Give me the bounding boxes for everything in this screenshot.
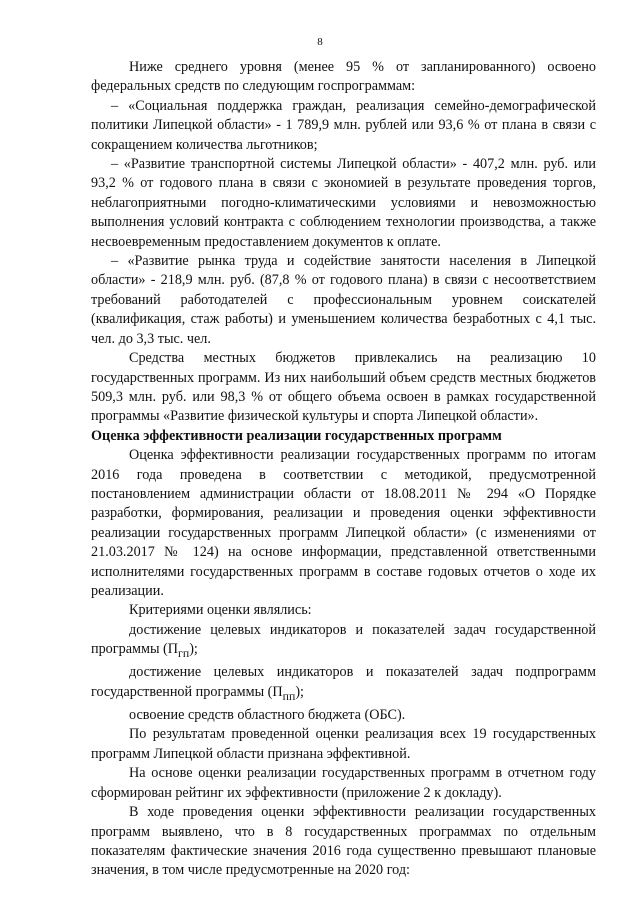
criteria-heading: Критериями оценки являлись: [129, 602, 312, 619]
criterion-subprograms [91, 663, 596, 706]
criterion-subscript: гп [178, 646, 190, 661]
paragraph-evaluation-intro: Оценка эффективности реализации государственных программ по итогам 2016 года проведена в соответствии с методикой, предусмотренной постановлением администрации области от 18.08.2011 № 294 «О Порядке разработки, формирования, реализации и проведения оценки эффективности реализации государственных программ Липецкой области» (с изменениями от 21.03.2017 № 124) на основе информации, представленной ответственными исполнителями государственных программ в составе годовых отчетов о ходе их реализации. [91, 447, 596, 599]
list-item-transport: – «Развитие транспортной системы Липецкой области» - 407,2 млн. руб. или 93,2 % от годового плана в связи с экономией в результате проведения торгов, неблагоприятными погодно-климатическими условиями и невозможностью выполнения условий контракта с соблюдением технологии производства, а также несвоевременным предоставлением документов к оплате. [91, 156, 596, 250]
paragraph-federal-funds: Ниже среднего уровня (менее 95 % от запланированного) освоено федеральных средств по следующим госпрограммам: [91, 59, 596, 95]
paragraph-results: По результатам проведенной оценки реализация всех 19 государственных программ Липецкой области признана эффективной. [91, 726, 596, 762]
criterion-end: ); [189, 641, 198, 658]
criterion-text: достижение целевых индикаторов и показателей задач подпрограмм государственной программы (П [91, 664, 596, 700]
criterion-end: ); [295, 683, 304, 700]
paragraph-rating: На основе оценки реализации государственных программ в отчетном году сформирован рейтинг их эффективности (приложение 2 к докладу). [91, 765, 596, 801]
criterion-budget: освоение средств областного бюджета (ОБС). [129, 707, 406, 724]
section-title: Оценка эффективности реализации государственных программ [91, 427, 502, 444]
list-item-social-support: – «Социальная поддержка граждан, реализация семейно-демографической политики Липецкой области» - 1 789,9 млн. рублей или 93,6 % от плана в связи с сокращением количества льготников; [91, 97, 596, 153]
criterion-subscript: пп [282, 688, 296, 703]
list-item-labor-market: – «Развитие рынка труда и содействие занятости населения в Липецкой области» - 218,9 млн. руб. (87,8 % от годового плана) в связи с несоответствием требований работодателей с профессиональным уровнем соискателей (квалификация, стаж работы) и уменьшением количества безработных с 4,1 тыс. чел. до 3,3 тыс. чел. [91, 253, 596, 347]
page-number: 8 [317, 36, 323, 48]
paragraph-findings: В ходе проведения оценки эффективности реализации государственных программ выявлено, что в 8 государственных программах по отдельным показателям фактические значения 2016 года существенно превышают плановые значения, в том числе предусмотренные на 2020 год: [91, 804, 596, 879]
paragraph-local-budgets: Средства местных бюджетов привлекались на реализацию 10 государственных программ. Из них наибольший объем средств местных бюджетов 509,3 млн. руб. или 98,3 % от общего объема освоен в рамках государственной программы «Развитие физической культуры и спорта Липецкой области». [91, 350, 596, 425]
criterion-text: достижение целевых индикаторов и показателей задач государственной программы (П [91, 621, 596, 658]
document-body [91, 58, 596, 881]
criterion-state-program [91, 621, 596, 664]
